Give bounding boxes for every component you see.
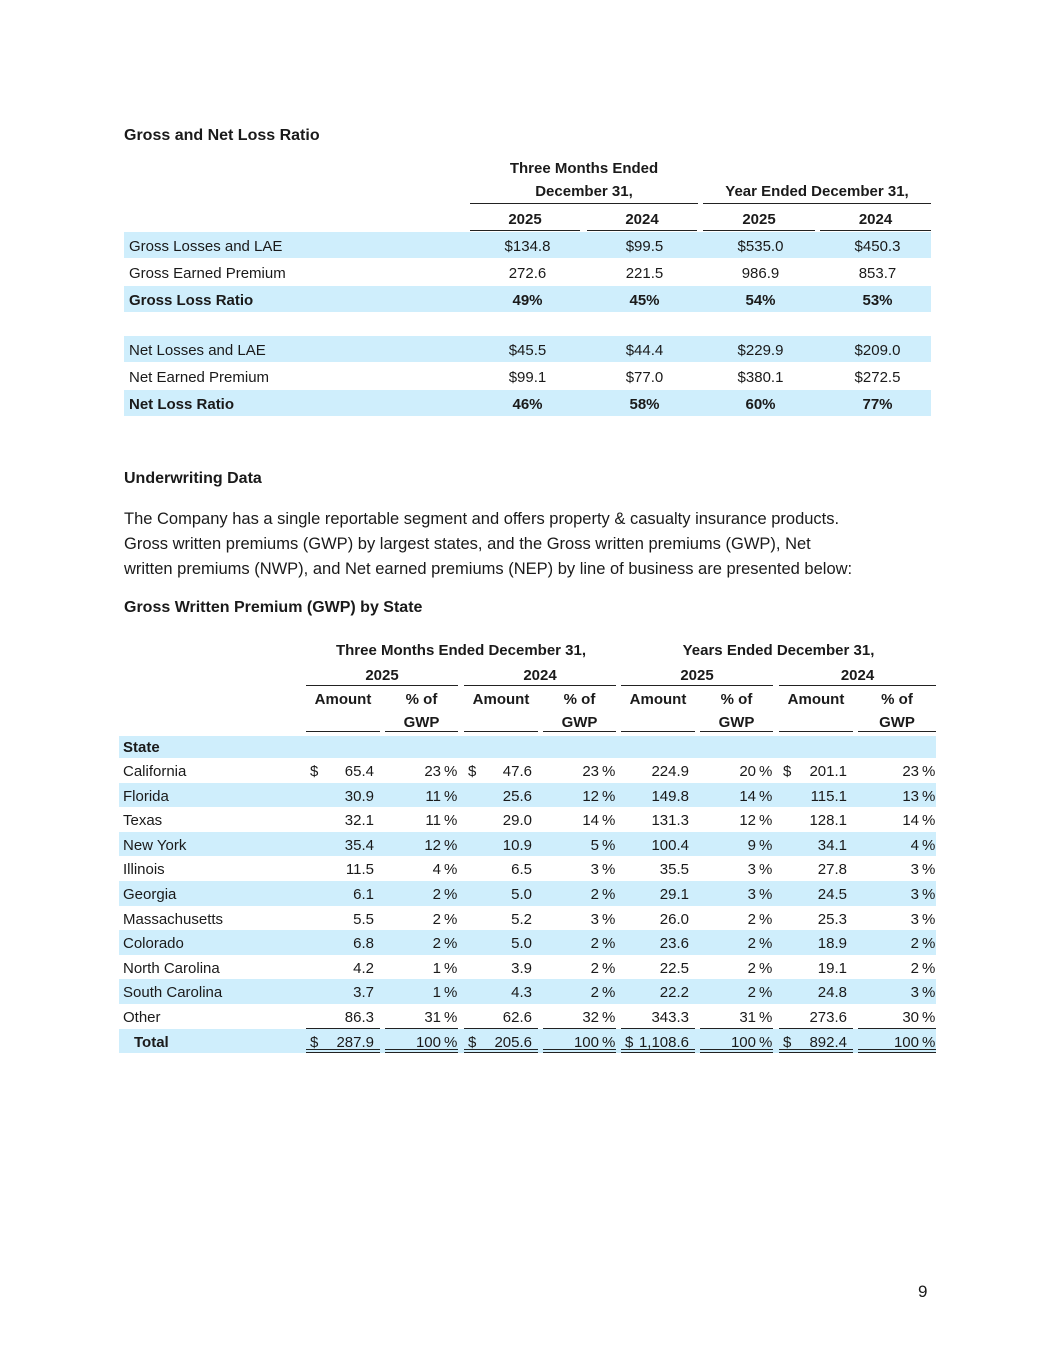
amount-cell: 343.3: [651, 1009, 689, 1026]
cell: 49%: [512, 292, 543, 309]
cell: $272.5: [854, 369, 901, 386]
pct-sign: %: [759, 935, 773, 953]
amount-cell: 34.1: [817, 836, 847, 854]
pct-sign: %: [759, 763, 773, 780]
dollar-sign: $: [310, 763, 319, 780]
state-name: Florida: [123, 787, 169, 805]
amount-header: Amount: [629, 691, 687, 708]
state-name: Colorado: [123, 935, 184, 953]
amount-cell: 29.1: [659, 886, 689, 903]
pct-cell: 100: [415, 1033, 441, 1051]
amount-cell: 24.8: [817, 984, 847, 1002]
dollar-sign: $: [310, 1033, 319, 1051]
cell: $45.5: [508, 342, 547, 359]
total-double-rule: [858, 1049, 936, 1053]
pct-cell: 23: [582, 763, 599, 780]
pct-cell: 12: [424, 836, 441, 854]
subheader-rule: [543, 731, 616, 732]
cell: $134.8: [504, 238, 551, 255]
amount-cell: 100.4: [651, 836, 689, 854]
pct-sign: %: [602, 812, 616, 830]
year-header: 2024: [523, 667, 557, 684]
amount-cell: 4.3: [511, 984, 532, 1002]
pct-cell: 3: [747, 861, 756, 879]
pct-sign: %: [759, 910, 773, 928]
amount-cell: 5.5: [353, 910, 374, 928]
state-name: Illinois: [123, 861, 165, 879]
state-name: Texas: [123, 812, 163, 830]
amount-cell: 4.2: [353, 959, 374, 977]
pct-sign: %: [444, 910, 458, 928]
state-header: State: [123, 739, 160, 756]
amount-header: Amount: [787, 691, 845, 708]
pct-cell: 11: [425, 787, 441, 805]
pct-cell: 2: [432, 935, 441, 953]
pct-sign: %: [922, 1033, 936, 1051]
subheader-rule: [779, 731, 853, 732]
amount-cell: 10.9: [502, 836, 532, 854]
row-label: Gross Loss Ratio: [129, 292, 254, 309]
page-number: 9: [918, 1282, 928, 1301]
pct-cell: 9: [747, 836, 756, 854]
pct-sign: %: [922, 910, 936, 928]
pct-header: GWP: [879, 714, 915, 731]
total-label: Total: [134, 1033, 169, 1051]
pct-sign: %: [444, 935, 458, 953]
header-rule: [470, 203, 698, 204]
pct-sign: %: [922, 836, 936, 854]
amount-cell: 273.6: [809, 1009, 847, 1026]
pct-sign: %: [922, 959, 936, 977]
cell: $44.4: [625, 342, 664, 359]
state-name: New York: [123, 836, 187, 854]
pct-cell: 20: [739, 763, 756, 780]
cell: 53%: [862, 292, 893, 309]
pct-cell: 23: [902, 763, 919, 780]
pct-sign: %: [444, 787, 458, 805]
pct-cell: 2: [590, 935, 599, 953]
year-header: 2024: [625, 211, 659, 228]
subheader-rule: [464, 731, 538, 732]
cell: 60%: [745, 396, 776, 413]
amount-cell: 224.9: [651, 763, 689, 780]
year-rule: [703, 230, 815, 231]
amount-cell: 6.8: [353, 935, 374, 953]
cell: 221.5: [625, 265, 664, 282]
amount-cell: 32.1: [344, 812, 374, 830]
amount-cell: 22.5: [659, 959, 689, 977]
pct-cell: 12: [582, 787, 599, 805]
pct-sign: %: [922, 1009, 936, 1026]
cell: $77.0: [625, 369, 664, 386]
dollar-sign: $: [783, 763, 792, 780]
pct-cell: 3: [590, 910, 599, 928]
subheader-rule: [306, 731, 380, 732]
year-header: 2024: [840, 667, 875, 684]
pct-sign: %: [602, 984, 616, 1002]
amount-cell: 65.4: [344, 763, 374, 780]
dollar-sign: $: [468, 763, 477, 780]
pct-cell: 4: [432, 861, 441, 879]
year-rule: [587, 230, 697, 231]
pct-sign: %: [444, 984, 458, 1002]
amount-cell: 29.0: [502, 812, 532, 830]
state-header-band: [119, 736, 936, 758]
total-double-rule: [464, 1049, 538, 1053]
cell: 853.7: [858, 265, 897, 282]
pct-sign: %: [602, 959, 616, 977]
underwriting-paragraph: [124, 507, 944, 582]
state-name: Georgia: [123, 886, 177, 903]
pct-cell: 3: [910, 886, 919, 903]
amount-cell: 25.3: [817, 910, 847, 928]
cell: 46%: [512, 396, 543, 413]
amount-cell: 86.3: [344, 1009, 374, 1026]
year-rule: [621, 685, 773, 686]
header-three-months-l1: Three Months Ended: [509, 160, 659, 177]
dollar-sign: $: [468, 1033, 477, 1051]
pct-cell: 3: [910, 984, 919, 1002]
amount-cell: 3.9: [511, 959, 532, 977]
amount-cell: 62.6: [502, 1009, 532, 1026]
cell: $229.9: [737, 342, 784, 359]
pct-sign: %: [759, 861, 773, 879]
cell: $99.1: [508, 369, 547, 386]
pct-sign: %: [444, 1033, 458, 1051]
header-three-months-l2: December 31,: [535, 183, 633, 200]
state-name: California: [123, 763, 187, 780]
year-header: 2025: [365, 667, 399, 684]
pct-cell: 2: [590, 984, 599, 1002]
state-name: Massachusetts: [123, 910, 224, 928]
pct-sign: %: [759, 1009, 773, 1026]
pct-cell: 2: [590, 959, 599, 977]
pct-sign: %: [759, 836, 773, 854]
amount-cell: 35.5: [659, 861, 689, 879]
pct-sign: %: [602, 861, 616, 879]
amount-cell: 5.0: [511, 886, 532, 903]
year-rule: [820, 230, 931, 231]
header-three-months: Three Months Ended December 31,: [335, 642, 587, 659]
pct-cell: 30: [902, 1009, 919, 1026]
pct-sign: %: [444, 861, 458, 879]
pct-sign: %: [759, 1033, 773, 1051]
pct-cell: 100: [730, 1033, 756, 1051]
year-rule: [470, 230, 580, 231]
gwp-state-title: Gross Written Premium (GWP) by State: [124, 599, 423, 616]
amount-cell: 23.6: [659, 935, 689, 953]
subheader-rule: [621, 731, 695, 732]
pct-sign: %: [444, 959, 458, 977]
state-name: Other: [123, 1009, 161, 1026]
loss-ratio-title: Gross and Net Loss Ratio: [124, 127, 320, 144]
total-double-rule: [700, 1049, 773, 1053]
pct-sign: %: [922, 812, 936, 830]
pct-cell: 2: [747, 959, 756, 977]
cell: 986.9: [741, 265, 780, 282]
pct-cell: 14: [582, 812, 599, 830]
cell: $209.0: [854, 342, 901, 359]
amount-cell: 47.6: [502, 763, 532, 780]
pct-sign: %: [602, 886, 616, 903]
amount-cell: 22.2: [659, 984, 689, 1002]
pct-sign: %: [922, 935, 936, 953]
amount-cell: 149.8: [651, 787, 689, 805]
row-label: Net Losses and LAE: [129, 342, 266, 359]
year-header: 2025: [742, 211, 776, 228]
pct-sign: %: [444, 1009, 458, 1026]
pct-cell: 4: [910, 836, 919, 854]
pct-sign: %: [922, 787, 936, 805]
pct-sign: %: [759, 959, 773, 977]
amount-cell: 6.5: [511, 861, 532, 879]
underwriting-title: Underwriting Data: [124, 470, 262, 487]
pct-cell: 2: [432, 886, 441, 903]
pct-cell: 14: [739, 787, 756, 805]
dollar-sign: $: [783, 1033, 792, 1051]
total-double-rule: [543, 1049, 616, 1053]
year-header: 2025: [508, 211, 542, 228]
pct-header: % of: [405, 691, 438, 708]
pct-sign: %: [922, 886, 936, 903]
pct-cell: 3: [747, 886, 756, 903]
pct-sign: %: [602, 935, 616, 953]
pct-sign: %: [922, 984, 936, 1002]
row-label: Gross Earned Premium: [129, 265, 286, 282]
pct-cell: 2: [590, 886, 599, 903]
pct-sign: %: [602, 787, 616, 805]
cell: 77%: [862, 396, 893, 413]
pct-sign: %: [602, 763, 616, 780]
amount-cell: 30.9: [344, 787, 374, 805]
pct-sign: %: [602, 1033, 616, 1051]
pct-sign: %: [759, 812, 773, 830]
amount-cell: 115.1: [810, 787, 847, 805]
row-label: Gross Losses and LAE: [129, 238, 283, 255]
amount-cell: 128.1: [809, 812, 847, 830]
amount-cell: 25.6: [502, 787, 532, 805]
paragraph-line: The Company has a single reportable segment and offers property & casualty insurance products.: [124, 510, 840, 528]
pct-cell: 13: [902, 787, 919, 805]
amount-cell: 6.1: [353, 886, 374, 903]
year-header: 2024: [858, 211, 893, 228]
amount-cell: 5.2: [511, 910, 532, 928]
header-year: Year Ended December 31,: [725, 183, 909, 200]
amount-cell: 1,108.6: [638, 1033, 689, 1051]
row-label: Net Earned Premium: [129, 369, 270, 386]
pct-header: % of: [881, 691, 913, 708]
pct-cell: 100: [573, 1033, 599, 1051]
pct-sign: %: [759, 984, 773, 1002]
total-double-rule: [621, 1049, 695, 1053]
amount-cell: 3.7: [353, 984, 374, 1002]
amount-cell: 892.4: [809, 1033, 847, 1051]
state-name: South Carolina: [123, 984, 223, 1002]
paragraph-line: Gross written premiums (GWP) by largest states, and the Gross written premiums (GWP), Net: [124, 535, 811, 553]
subheader-rule: [385, 731, 458, 732]
pct-header: % of: [563, 691, 596, 708]
pct-header: GWP: [403, 714, 440, 731]
pct-sign: %: [444, 886, 458, 903]
cell: $380.1: [737, 369, 784, 386]
pct-sign: %: [602, 1009, 616, 1026]
pct-cell: 31: [424, 1009, 441, 1026]
pct-sign: %: [602, 910, 616, 928]
pct-cell: 2: [747, 984, 756, 1002]
state-name: North Carolina: [123, 959, 220, 977]
cell: $535.0: [737, 238, 784, 255]
amount-cell: 35.4: [344, 836, 374, 854]
pct-cell: 2: [910, 959, 919, 977]
year-rule: [306, 685, 458, 686]
pct-cell: 2: [910, 935, 919, 953]
year-header: 2025: [680, 667, 714, 684]
year-rule: [464, 685, 616, 686]
pct-cell: 11: [425, 812, 441, 830]
pct-cell: 2: [432, 910, 441, 928]
pct-cell: 32: [582, 1009, 599, 1026]
cell: 45%: [629, 292, 660, 309]
amount-cell: 18.9: [817, 935, 847, 953]
header-years: Years Ended December 31,: [682, 642, 875, 659]
pct-cell: 2: [747, 910, 756, 928]
total-double-rule: [306, 1049, 380, 1053]
pct-sign: %: [444, 763, 458, 780]
amount-header: Amount: [314, 691, 372, 708]
amount-cell: 24.5: [817, 886, 847, 903]
pct-cell: 23: [424, 763, 441, 780]
pct-sign: %: [759, 787, 773, 805]
amount-cell: 287.9: [336, 1033, 374, 1051]
cell: $99.5: [625, 238, 664, 255]
pct-header: GWP: [561, 714, 598, 731]
cell: 54%: [745, 292, 776, 309]
cell: 58%: [629, 396, 660, 413]
pct-sign: %: [759, 886, 773, 903]
total-double-rule: [779, 1049, 853, 1053]
pct-sign: %: [444, 836, 458, 854]
amount-cell: 27.8: [817, 861, 847, 879]
subheader-rule: [858, 731, 936, 732]
total-double-rule: [385, 1049, 458, 1053]
pct-cell: 3: [910, 910, 919, 928]
amount-cell: 205.6: [494, 1033, 532, 1051]
amount-header: Amount: [472, 691, 530, 708]
amount-cell: 26.0: [659, 910, 689, 928]
pct-cell: 1: [432, 984, 441, 1002]
pct-cell: 12: [739, 812, 756, 830]
pct-sign: %: [444, 812, 458, 830]
pct-cell: 14: [902, 812, 919, 830]
pct-cell: 3: [910, 861, 919, 879]
cell: $450.3: [854, 238, 901, 255]
row-label: Net Loss Ratio: [129, 396, 235, 413]
pct-sign: %: [602, 836, 616, 854]
cell: 272.6: [508, 265, 547, 282]
subheader-rule: [700, 731, 773, 732]
pct-header: % of: [720, 691, 753, 708]
pct-header: GWP: [718, 714, 755, 731]
pct-cell: 1: [432, 959, 441, 977]
header-rule: [703, 203, 931, 204]
pct-sign: %: [922, 763, 936, 780]
amount-cell: 201.1: [809, 763, 847, 780]
amount-cell: 19.1: [817, 959, 847, 977]
pct-cell: 2: [747, 935, 756, 953]
pct-cell: 3: [590, 861, 599, 879]
pct-cell: 100: [893, 1033, 919, 1051]
dollar-sign: $: [625, 1033, 634, 1051]
amount-cell: 5.0: [511, 935, 532, 953]
year-rule: [779, 685, 936, 686]
amount-cell: 131.3: [651, 812, 689, 830]
pct-cell: 5: [590, 836, 599, 854]
paragraph-line: written premiums (NWP), and Net earned premiums (NEP) by line of business are presented below:: [124, 560, 853, 578]
pct-sign: %: [922, 861, 936, 879]
amount-cell: 11.5: [345, 861, 374, 879]
pct-cell: 31: [739, 1009, 756, 1026]
